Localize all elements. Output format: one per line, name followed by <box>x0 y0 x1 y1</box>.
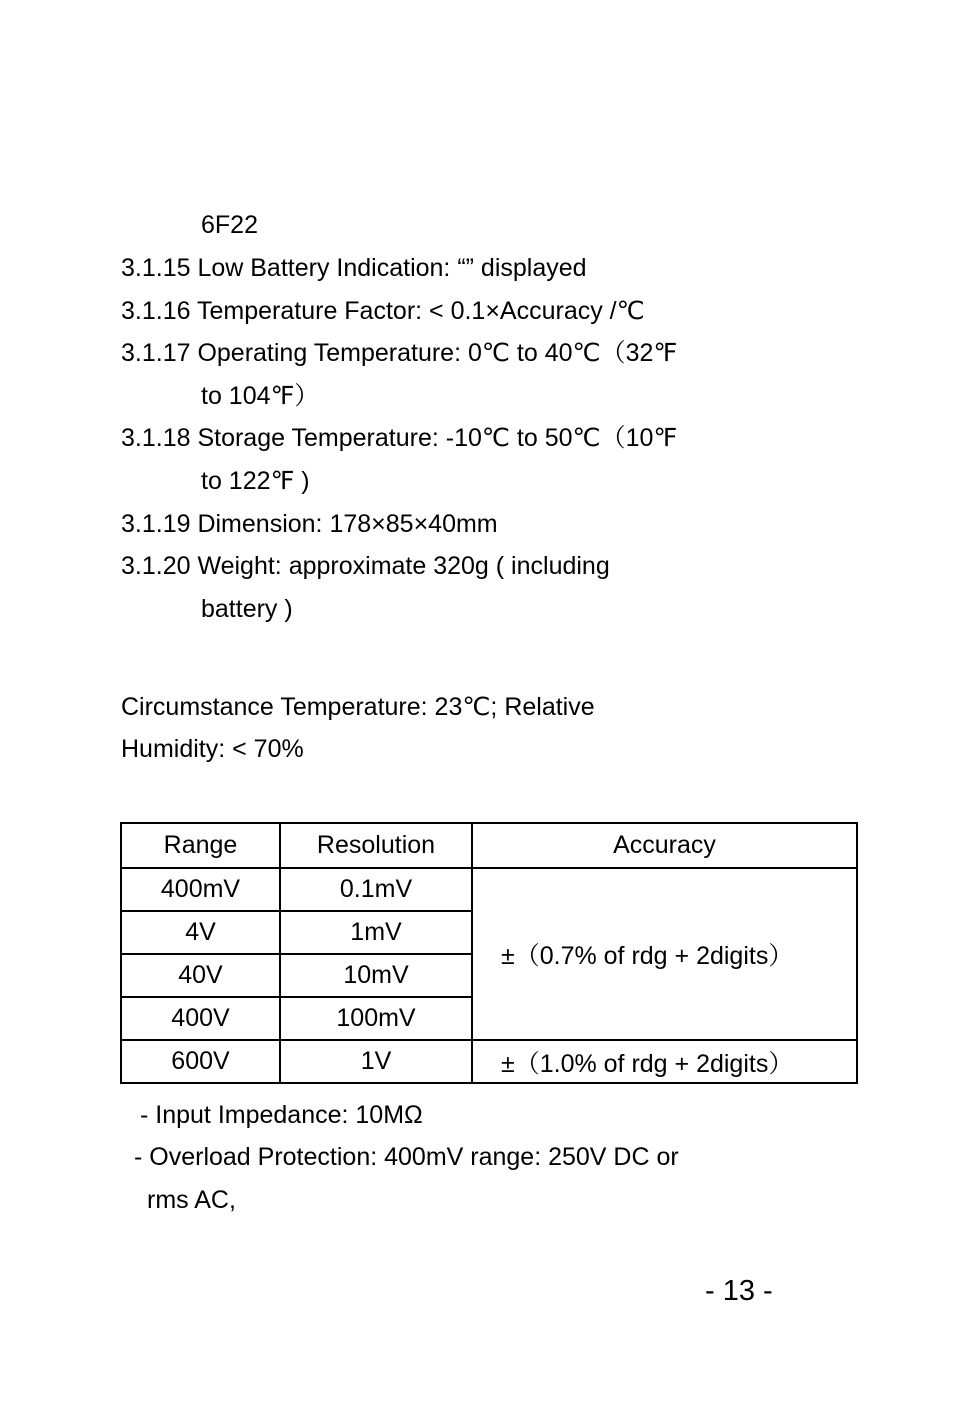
page-number: - 13 - <box>705 1275 773 1307</box>
note-overload-protection: - Overload Protection: 400mV range: 250V DC or <box>134 1143 679 1171</box>
cell-resolution: 10mV <box>280 954 472 997</box>
cell-range: 40V <box>121 954 280 997</box>
cell-resolution: 1V <box>280 1040 472 1083</box>
cell-range: 4V <box>121 911 280 954</box>
cell-accuracy-group2: ±（1.0% of rdg + 2digits） <box>472 1040 857 1083</box>
spec-line-storage-temp: 3.1.18 Storage Temperature: -10℃ to 50℃（10℉ <box>121 424 678 452</box>
dc-voltage-spec-table <box>120 822 858 1084</box>
spec-line-operating-temp: 3.1.17 Operating Temperature: 0℃ to 40℃（32℉ <box>121 339 678 367</box>
cell-range: 400V <box>121 997 280 1040</box>
spec-line-storage-temp-cont: to 122℉ ) <box>201 467 310 495</box>
spec-line-low-battery: 3.1.15 Low Battery Indication: “” displayed <box>121 254 587 282</box>
cell-range: 600V <box>121 1040 280 1083</box>
cell-range: 400mV <box>121 868 280 911</box>
cell-resolution: 100mV <box>280 997 472 1040</box>
spec-line-weight-cont: battery ) <box>201 595 293 623</box>
header-range: Range <box>121 823 280 868</box>
header-resolution: Resolution <box>280 823 472 868</box>
table-row <box>121 1040 857 1083</box>
spec-line-weight: 3.1.20 Weight: approximate 320g ( including <box>121 552 610 580</box>
table-row <box>121 868 857 911</box>
cell-resolution: 1mV <box>280 911 472 954</box>
table-header-row <box>121 823 857 868</box>
spec-line-operating-temp-cont: to 104℉） <box>201 382 320 410</box>
spec-line-battery-type: 6F22 <box>201 211 258 239</box>
conditions-line-1: Circumstance Temperature: 23℃; Relative <box>121 693 595 721</box>
note-input-impedance: - Input Impedance: 10MΩ <box>140 1101 423 1129</box>
spec-line-temperature-factor: 3.1.16 Temperature Factor: < 0.1×Accuracy /℃ <box>121 297 645 325</box>
conditions-line-2: Humidity: < 70% <box>121 735 304 763</box>
cell-resolution: 0.1mV <box>280 868 472 911</box>
header-accuracy: Accuracy <box>472 823 857 868</box>
note-overload-protection-cont: rms AC, <box>147 1186 236 1214</box>
cell-accuracy-group1: ±（0.7% of rdg + 2digits） <box>472 868 857 1040</box>
spec-line-dimension: 3.1.19 Dimension: 178×85×40mm <box>121 510 498 538</box>
